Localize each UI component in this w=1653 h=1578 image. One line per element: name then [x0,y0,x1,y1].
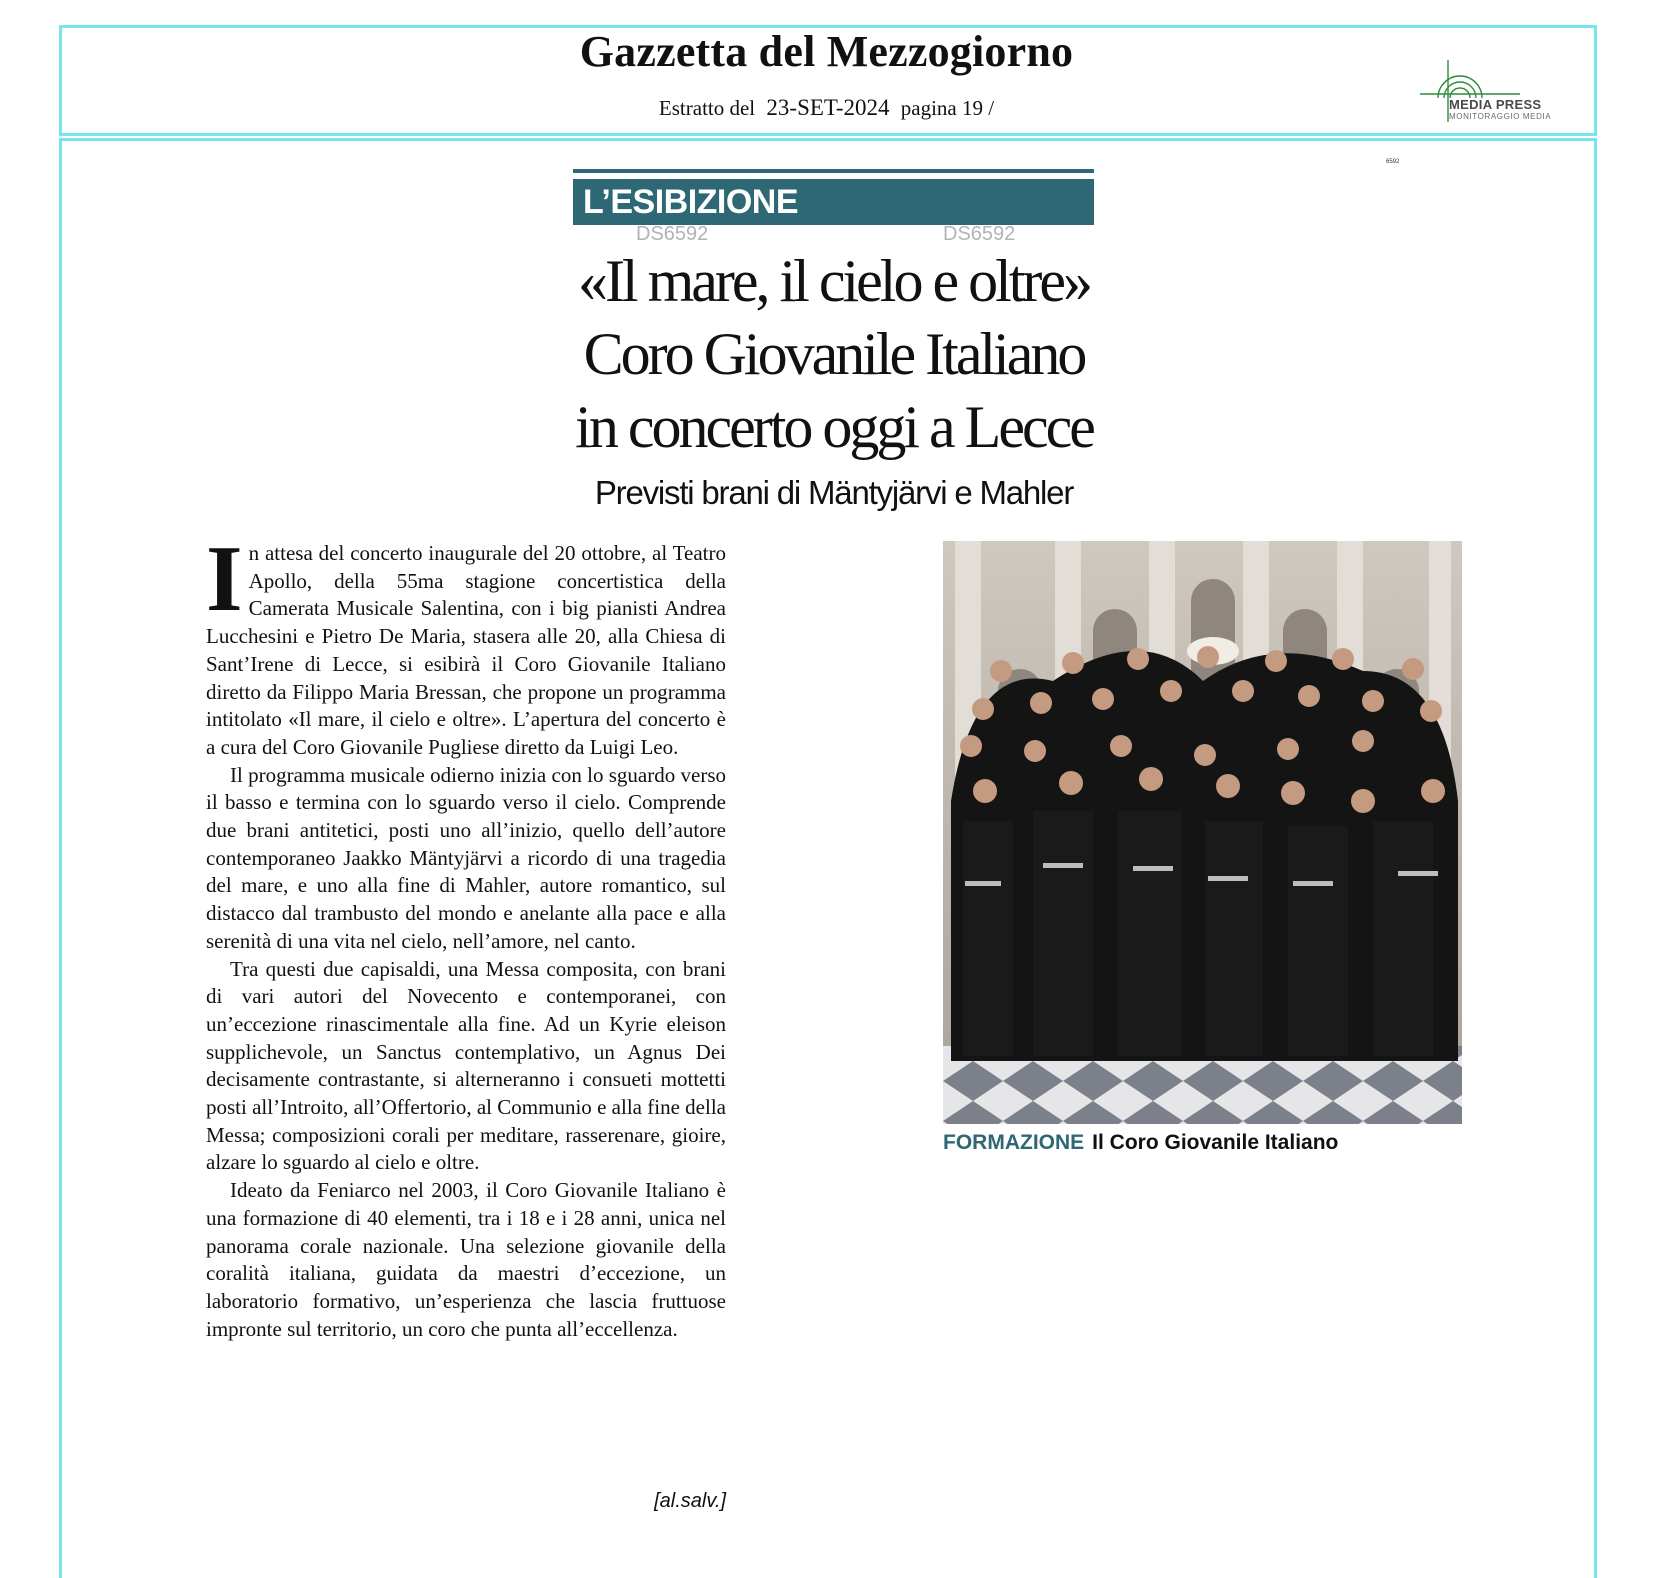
paragraph: Il programma musicale odierno inizia con lo sguardo verso il basso e termina con lo sguardo verso il cielo. Comprende due brani antitetici, posti uno all’inizio, quello dell’autore contemporaneo Jaakko Mäntyjärvi a ricordo di una tragedia del mare, e uno alla fine di Mahler, autore romantico, sul distacco dal trambusto del mondo e anelante alla pace e alla serenità di una vita nel cielo, nell’amore, nel canto. [206,762,726,953]
photo-caption [943,1131,1338,1155]
logo-subtitle: MONITORAGGIO MEDIA [1449,112,1552,121]
extract-date: 23-SET-2024 [766,95,890,120]
headline-line: in concerto oggi a Lecce [575,394,1093,460]
watermark: DS6592 [636,223,709,245]
headline-line: «Il mare, il cielo e oltre» [577,248,1091,314]
section-kicker: L’ESIBIZIONE [573,179,1094,225]
paragraph-text: n attesa del concerto inaugurale del 20 ottobre, al Teatro Apollo, della 55ma stagione concertistica della Camerata Musicale Salentina, con i big pianisti Andrea Lucchesini e Pietro De Maria, stasera alle 20, alla Chiesa di Sant’Irene di Lecce, si esibirà il Coro Giovanile Italiano diretto da Filippo Maria Bressan, che propone un programma intitolato «Il mare, il cielo e oltre». L’apertura del concerto è a cura del Coro Giovanile Pugliese diretto da Luigi Leo. [206,541,726,759]
headline-line: Coro Giovanile Italiano [583,321,1085,387]
caption-text: Il Coro Giovanile Italiano [1092,1131,1339,1154]
page-number: pagina 19 / [900,96,995,120]
publication-name: Gazzetta del Mezzogiorno [579,27,1074,76]
author-signature: [al.salv.] [654,1490,726,1512]
extract-info [0,95,1653,121]
kicker-rule [573,169,1094,173]
drop-cap: I [206,527,243,631]
caption-label: FORMAZIONE [943,1131,1085,1154]
article-body [206,527,726,1343]
watermark: DS6592 [943,223,1016,245]
clip-id: 6592 [1386,159,1400,165]
choir-photo [943,541,1462,1124]
logo-title: MEDIA PRESS [1449,97,1542,112]
paragraph: Tra questi due capisaldi, una Messa composita, con brani di vari autori del Novecento e contemporanei, con un’eccezione rinascimentale alla fine. Ad un Kyrie eleison supplichevole, un Sanctus contemplativo, un Agnus Dei decisamente contrastante, si alterneranno i consueti mottetti posti all’Introito, all’Offertorio, al Communio e alla fine della Messa; composizioni corali per meditare, rasserenare, gioire, alzare lo sguardo al cielo e oltre. [206,956,726,1175]
headline [560,245,1108,464]
paragraph [206,527,726,762]
extract-label: Estratto del [658,96,756,120]
subheadline: Previsti brani di Mäntyjärvi e Mahler [594,474,1074,511]
paragraph: Ideato da Feniarco nel 2003, il Coro Giovanile Italiano è una formazione di 40 elementi, tra i 18 e i 28 anni, unica nel panorama corale nazionale. Una selezione giovanile della coralità italiana, guidata da maestri d’eccezione, un laboratorio formativo, un’esperienza che lascia fruttuose impronte sul territorio, un coro che punta all’eccellenza. [206,1178,726,1341]
